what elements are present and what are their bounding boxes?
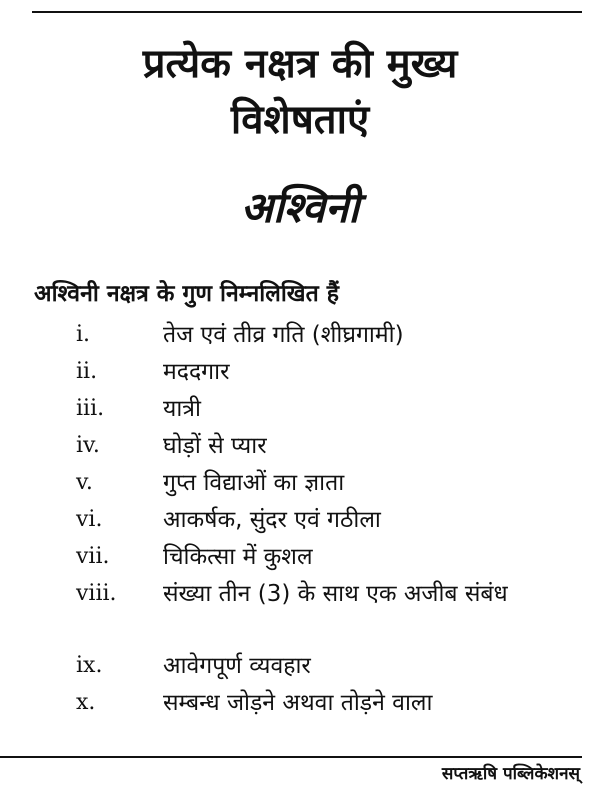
list-item-text: आकर्षक, सुंदर एवं गठीला [163,507,381,533]
list-item-numeral: iii. [76,396,105,421]
list-item-numeral: vi. [76,507,103,532]
list-item-numeral: v. [76,470,93,495]
list-item-text: तेज एवं तीव्र गति (शीघ्रगामी) [163,322,404,348]
list-item-numeral: ii. [76,359,98,384]
list-item-text: गुप्त विद्याओं का ज्ञाता [163,470,345,496]
list-item-text: सम्बन्ध जोड़ने अथवा तोड़ने वाला [163,690,433,716]
list-item-numeral: ix. [76,653,103,678]
list-item-numeral: iv. [76,433,100,458]
list-item-text: संख्या तीन (3) के साथ एक अजीब संबंध [163,581,508,607]
list-item-text: घोड़ों से प्यार [163,433,267,459]
list-item-numeral: vii. [76,544,110,569]
list-item-text: मददगार [163,359,230,385]
page-title [0,36,600,148]
publisher-footer: सप्तऋषि पब्लिकेशनस् [441,764,580,784]
page-title-line-1: प्रत्येक नक्षत्र की मुख्य [142,41,458,87]
list-item-text: चिकित्सा में कुशल [163,544,313,570]
list-item-text: यात्री [163,396,201,422]
bottom-divider [0,756,582,758]
top-divider [32,11,582,13]
section-heading: अश्विनी [240,183,360,232]
list-item-numeral: x. [76,690,96,715]
list-item-numeral: i. [76,322,91,347]
list-item-numeral: viii. [76,581,117,606]
list-item-text: आवेगपूर्ण व्यवहार [163,653,311,679]
intro-text: अश्विनी नक्षत्र के गुण निम्नलिखित हैं [34,281,339,307]
page-title-line-2: विशेषताएं [230,97,370,143]
